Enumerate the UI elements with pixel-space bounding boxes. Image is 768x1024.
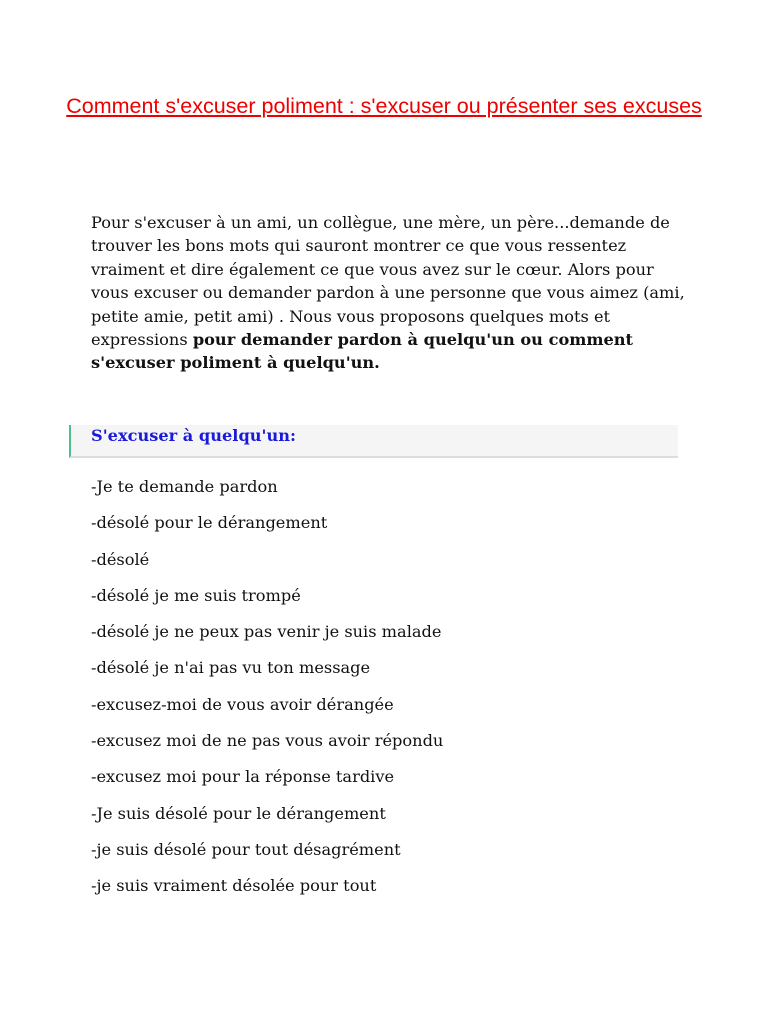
phrase-item: -Je suis désolé pour le dérangement [91,803,386,823]
intro-bold-text: pour demander pardon à quelqu'un ou comment s'excuser poliment à quelqu'un. [91,330,634,373]
phrase-item: -je suis vraiment désolée pour tout [91,876,377,896]
phrase-item: -excusez moi de ne pas vous avoir répondu [91,731,444,751]
intro-text: Pour s'excuser à un ami, un collègue, une mère, un père...demande de trouver les bons mots qui sauront montrer ce que vous ressentez vraiment et dire également ce que vous avez sur le cœur. Alors pour vous excuser ou demander pardon à une personne que vous aimez (ami, petite amie, petit ami) . Nous vous proposons quelques mots et expressions [91,213,685,350]
phrase-list [91,476,443,912]
phrase-item: -désolé je n'ai pas vu ton message [91,658,371,678]
phrase-item: -désolé je ne peux pas venir je suis malade [91,622,442,642]
phrase-item: -je suis désolé pour tout désagrément [91,839,401,859]
section-header [69,425,678,458]
phrase-item: -désolé pour le dérangement [91,513,328,533]
phrase-item: -désolé [91,549,150,569]
phrase-item: -désolé je me suis trompé [91,585,301,605]
intro-paragraph [91,211,691,375]
page-title: Comment s'excuser poliment : s'excuser ou présenter ses excuses [66,94,702,118]
section-heading: S'excuser à quelqu'un: [91,426,297,445]
phrase-item: -excusez-moi de vous avoir dérangée [91,694,394,714]
phrase-item: -Je te demande pardon [91,477,278,496]
phrase-item: -excusez moi pour la réponse tardive [91,767,395,787]
